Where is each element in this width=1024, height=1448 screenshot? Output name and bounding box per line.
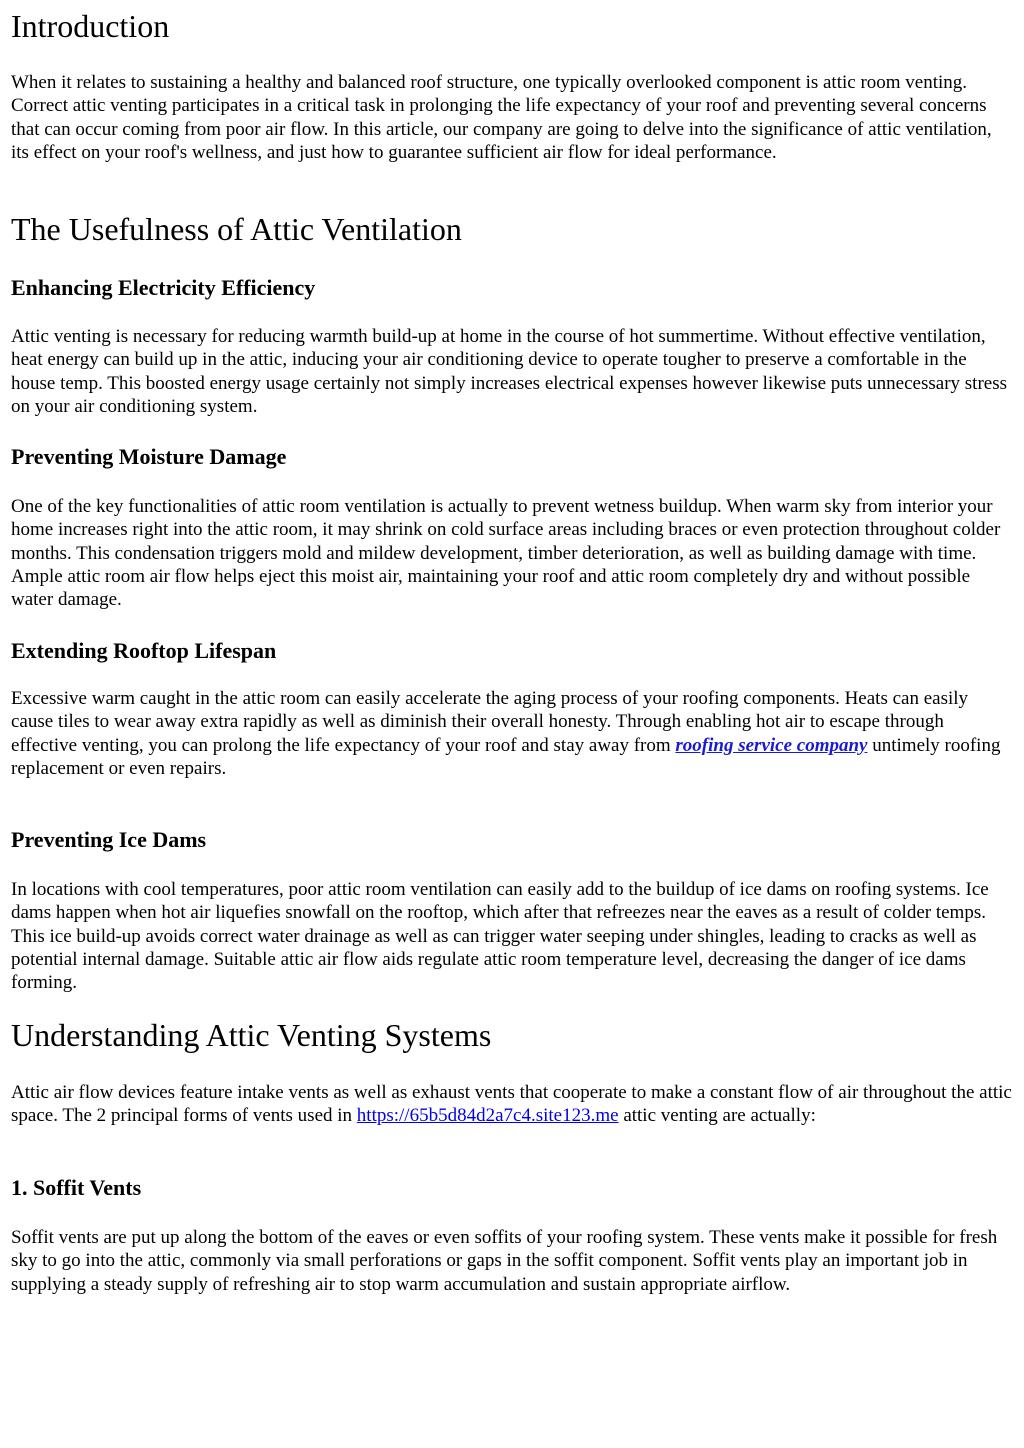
systems-paragraph <box>11 1081 1013 1128</box>
lifespan-paragraph <box>11 687 1013 780</box>
moisture-heading: Preventing Moisture Damage <box>11 444 287 469</box>
lifespan-heading: Extending Rooftop Lifespan <box>11 638 277 663</box>
usefulness-heading: The Usefulness of Attic Ventilation <box>11 211 462 247</box>
soffit-heading: 1. Soffit Vents <box>11 1175 142 1200</box>
site123-link[interactable]: https://65b5d84d2a7c4.site123.me <box>356 1105 619 1127</box>
intro-heading: Introduction <box>11 8 170 44</box>
energy-heading: Enhancing Electricity Efficiency <box>11 275 316 300</box>
ice-paragraph: In locations with cool temperatures, poor attic room ventilation can easily add to the buildup of ice dams on roofing systems. Ice dams happen when hot air liquefies snowfall on the rooftop, which after that refreezes near the eaves as a result of colder temps. This ice build-up avoids correct water drainage as well as can trigger water seeping under shingles, leading to cracks as well as potential internal damage. Suitable attic air flow aids regulate attic room temperature level, decreasing the danger of ice dams forming. <box>11 879 989 994</box>
ice-heading: Preventing Ice Dams <box>11 827 207 852</box>
roofing-service-company-link[interactable]: roofing service company <box>675 734 868 756</box>
soffit-paragraph: Soffit vents are put up along the bottom of the eaves or even soffits of your roofing system. These vents make it possible for fresh sky to go into the attic, commonly via small perforations or gaps in the soffit component. Soffit vents play an important job in supplying a steady supply of refreshing air to stop warm accumulation and sustain appropriate airflow. <box>11 1227 998 1295</box>
energy-paragraph: Attic venting is necessary for reducing warmth build-up at home in the course of hot summertime. Without effective ventilation, heat energy can build up in the attic, inducing your air conditioning device to operate tougher to preserve a comfortable in the house temp. This boosted energy usage certainly not simply increases electrical expenses however likewise puts unnecessary stress on your air conditioning system. <box>11 326 1007 417</box>
lifespan-text-before: Excessive warm caught in the attic room can easily accelerate the aging process of your roofing components. Heats can easily cause tiles to wear away extra rapidly as well as diminish their overall honesty. Through enabling hot air to escape through effective venting, you can prolong the life expectancy of your roof and stay away from <box>11 688 969 756</box>
lifespan-text-after: untimely roofing replacement or even repairs. <box>11 734 1001 779</box>
systems-heading: Understanding Attic Venting Systems <box>11 1017 492 1053</box>
intro-paragraph: When it relates to sustaining a healthy and balanced roof structure, one typically overlooked component is attic room venting. Correct attic venting participates in a critical task in prolonging the life expectancy of your roof and preventing several concerns that can occur coming from poor air flow. In this article, our company are going to delve into the significance of attic ventilation, its effect on your roof's wellness, and just how to guarantee sufficient air flow for ideal performance. <box>11 72 992 163</box>
systems-text-after: attic venting are actually: <box>618 1105 816 1127</box>
systems-text-before: Attic air flow devices feature intake vents as well as exhaust vents that cooperate to make a constant flow of air throughout the attic space. The 2 principal forms of vents used in <box>11 1082 1012 1127</box>
moisture-paragraph: One of the key functionalities of attic room ventilation is actually to prevent wetness buildup. When warm sky from interior your home increases right into the attic room, it may shrink on cold surface areas including braces or even protection throughout colder months. This condensation triggers mold and mildew development, timber deterioration, as well as building damage with time. Ample attic room air flow helps eject this moist air, maintaining your roof and attic room completely dry and without possible water damage. <box>11 496 1001 611</box>
